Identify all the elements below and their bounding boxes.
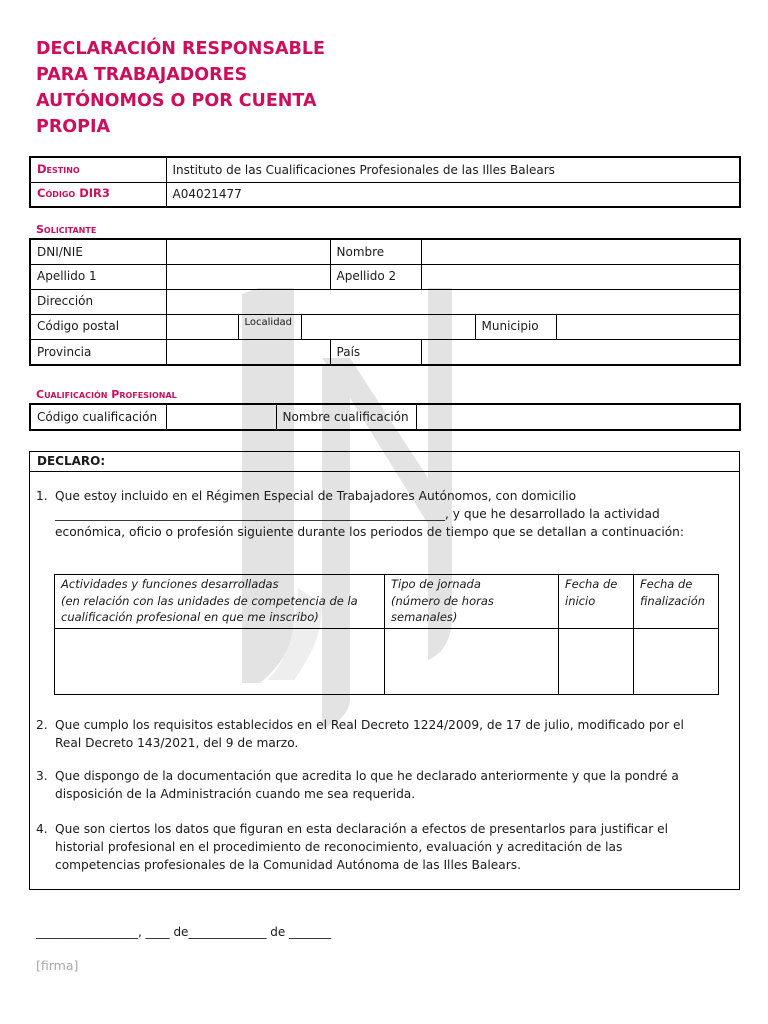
dni-input[interactable] xyxy=(166,239,330,264)
declaro-box xyxy=(29,451,740,890)
title-line-2: PARA TRABAJADORES xyxy=(36,65,248,85)
header-fin-line-1: Fecha de xyxy=(640,577,693,591)
item-1-line-1: Que estoy incluido en el Régimen Especial de Trabajadores Autónomos, con domicilio xyxy=(55,489,577,503)
title-line-3: AUTÓNOMOS O POR CUENTA xyxy=(36,91,317,111)
header-jornada-line-1: Tipo de jornada xyxy=(391,577,481,591)
codigo-cualificacion-input[interactable] xyxy=(166,404,276,430)
dni-label: DNI/NIE xyxy=(30,239,166,264)
item-2-number: 2. xyxy=(36,718,48,732)
header-actividades-line-1: Actividades y funciones desarrolladas xyxy=(61,577,279,591)
place-date-line[interactable]: _________________, ____ de_____________ de _______ xyxy=(36,925,332,939)
pais-input[interactable] xyxy=(421,339,740,365)
header-actividades-line-2: (en relación con las unidades de competencia de la xyxy=(61,593,358,608)
item-3-line-1: Que dispongo de la documentación que acredita lo que he declarado anteriormente y que la pondré a xyxy=(55,769,679,783)
item-1-line-2[interactable]: ________________________________________________________________, y que he desarrollado la actividad xyxy=(55,507,660,521)
codigo-cualificacion-label: Código cualificación xyxy=(30,404,166,430)
pais-label: País xyxy=(330,339,421,365)
item-4-number: 4. xyxy=(36,822,48,836)
destino-label: Destino xyxy=(30,157,166,182)
item-1-line-3: económica, oficio o profesión siguiente durante los periodos de tiempo que se detallan a continuación: xyxy=(55,525,685,539)
title-line-1: DECLARACIÓN RESPONSABLE xyxy=(36,39,325,59)
apellido2-input[interactable] xyxy=(421,264,740,289)
solicitante-section-label: Solicitante xyxy=(36,223,97,236)
dir3-label: Código DIR3 xyxy=(30,182,166,207)
apellido1-label: Apellido 1 xyxy=(30,264,166,289)
actividades-input[interactable] xyxy=(55,629,385,695)
header-jornada-line-2: (número de horas xyxy=(391,593,494,608)
municipio-label: Municipio xyxy=(475,314,556,339)
provincia-input[interactable] xyxy=(166,339,330,365)
firma-placeholder: [firma] xyxy=(36,958,79,973)
header-jornada xyxy=(385,575,559,629)
apellido2-label: Apellido 2 xyxy=(330,264,421,289)
cualificacion-section-label: Cualificación Profesional xyxy=(36,388,177,401)
declaro-heading: DECLARO: xyxy=(30,452,739,472)
header-fin xyxy=(634,575,719,629)
item-1-number: 1. xyxy=(36,489,48,503)
title-line-4: PROPIA xyxy=(36,117,111,137)
item-3-line-2: disposición de la Administración cuando me sea requerida. xyxy=(55,787,416,801)
header-actividades xyxy=(55,575,385,629)
dir3-value[interactable]: A04021477 xyxy=(166,182,740,207)
localidad-input[interactable] xyxy=(301,314,475,339)
item-4-line-3: competencias profesionales de la Comunidad Autónoma de las Illes Balears. xyxy=(55,858,521,872)
header-fin-line-2: finalización xyxy=(640,593,706,608)
destino-value[interactable]: Instituto de las Cualificaciones Profesionales de las Illes Balears xyxy=(166,157,740,182)
municipio-input[interactable] xyxy=(556,314,740,339)
actividades-table xyxy=(54,574,719,695)
direccion-input[interactable] xyxy=(166,289,740,314)
nombre-input[interactable] xyxy=(421,239,740,264)
nombre-cualificacion-label: Nombre cualificación xyxy=(276,404,416,430)
cualificacion-table xyxy=(29,403,741,431)
item-4-line-2: historial profesional en el procedimiento de reconocimiento, evaluación y acreditación de las xyxy=(55,840,623,854)
codigo-postal-label: Código postal xyxy=(30,314,166,339)
header-jornada-line-3: semanales) xyxy=(391,610,458,624)
destino-table xyxy=(29,156,741,208)
nombre-label: Nombre xyxy=(330,239,421,264)
nombre-cualificacion-input[interactable] xyxy=(416,404,740,430)
header-actividades-line-3: cualificación profesional en que me inscribo) xyxy=(61,610,319,624)
localidad-label: Localidad xyxy=(238,314,301,339)
provincia-label: Provincia xyxy=(30,339,166,365)
inicio-input[interactable] xyxy=(559,629,634,695)
header-inicio xyxy=(559,575,634,629)
header-inicio-line-2: inicio xyxy=(565,593,596,608)
item-4-line-1: Que son ciertos los datos que figuran en esta declaración a efectos de presentarlos para justificar el xyxy=(55,822,668,836)
codigo-postal-input[interactable] xyxy=(166,314,238,339)
header-inicio-line-1: Fecha de xyxy=(565,577,618,591)
apellido1-input[interactable] xyxy=(166,264,330,289)
item-2-line-2: Real Decreto 143/2021, del 9 de marzo. xyxy=(55,736,299,750)
solicitante-table xyxy=(29,238,741,366)
direccion-label: Dirección xyxy=(30,289,166,314)
fin-input[interactable] xyxy=(634,629,719,695)
document-title xyxy=(36,36,366,140)
jornada-input[interactable] xyxy=(385,629,559,695)
item-3-number: 3. xyxy=(36,769,48,783)
item-2-line-1: Que cumplo los requisitos establecidos en el Real Decreto 1224/2009, de 17 de julio, modificado por el xyxy=(55,718,684,732)
